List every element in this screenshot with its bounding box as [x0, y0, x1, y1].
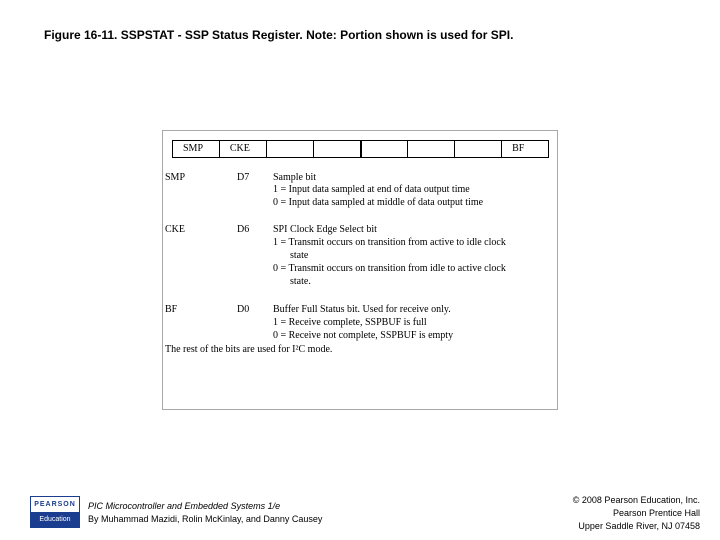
- sspstat-figure: [162, 130, 558, 410]
- register-cell-d2: [408, 141, 455, 157]
- register-cell-cke: CKE: [220, 141, 267, 157]
- bit-bf-line2: 0 = Receive not complete, SSPBUF is empty: [273, 330, 454, 341]
- bit-smp-line2: 0 = Input data sampled at middle of data output time: [273, 197, 484, 208]
- register-cell-d1: [455, 141, 502, 157]
- logo-top-text: PEARSON: [31, 497, 79, 512]
- copyright-line2: Pearson Prentice Hall: [612, 508, 700, 518]
- bit-name-bf: BF: [165, 304, 178, 315]
- bit-desc-smp: Sample bit: [273, 172, 317, 183]
- copyright-line3: Upper Saddle River, NJ 07458: [578, 521, 700, 531]
- register-cell-bf: BF: [512, 143, 525, 154]
- bit-cke-line1: 1 = Transmit occurs on transition from active to idle clock: [273, 237, 506, 248]
- footer-copyright: [573, 494, 700, 533]
- bit-pos-cke: D6: [237, 224, 250, 235]
- bit-name-smp: SMP: [165, 172, 186, 183]
- book-authors: By Muhammad Mazidi, Rolin McKinlay, and Danny Causey: [88, 514, 323, 524]
- register-cell-d5: [267, 141, 314, 157]
- logo-bottom-text: Education: [31, 512, 79, 527]
- bit-cke-line2b: state.: [290, 276, 311, 287]
- bit-cke-line2: 0 = Transmit occurs on transition from idle to active clock: [273, 263, 506, 274]
- bit-bf-line1: 1 = Receive complete, SSPBUF is full: [273, 317, 427, 328]
- register-cell-smp: SMP: [173, 141, 220, 157]
- bit-desc-cke: SPI Clock Edge Select bit: [273, 224, 377, 235]
- bit-pos-bf: D0: [237, 304, 250, 315]
- bit-pos-smp: D7: [237, 172, 250, 183]
- bit-smp-line1: 1 = Input data sampled at end of data output time: [273, 184, 470, 195]
- book-title: PIC Microcontroller and Embedded Systems 1/e: [88, 501, 281, 511]
- bit-desc-bf: Buffer Full Status bit. Used for receive only.: [273, 304, 451, 315]
- bit-cke-line1b: state: [290, 250, 309, 261]
- register-cell-d4: [314, 141, 362, 157]
- bit-name-cke: CKE: [165, 224, 185, 235]
- pearson-logo: [30, 496, 80, 528]
- bits-note: The rest of the bits are used for I²C mode.: [165, 344, 333, 355]
- slide-title: Figure 16-11. SSPSTAT - SSP Status Register. Note: Portion shown is used for SPI.: [44, 28, 514, 42]
- register-bit-bar: [172, 140, 549, 158]
- register-cell-d3: [362, 141, 409, 157]
- footer-book-info: [88, 500, 322, 526]
- copyright-line1: © 2008 Pearson Education, Inc.: [572, 495, 700, 505]
